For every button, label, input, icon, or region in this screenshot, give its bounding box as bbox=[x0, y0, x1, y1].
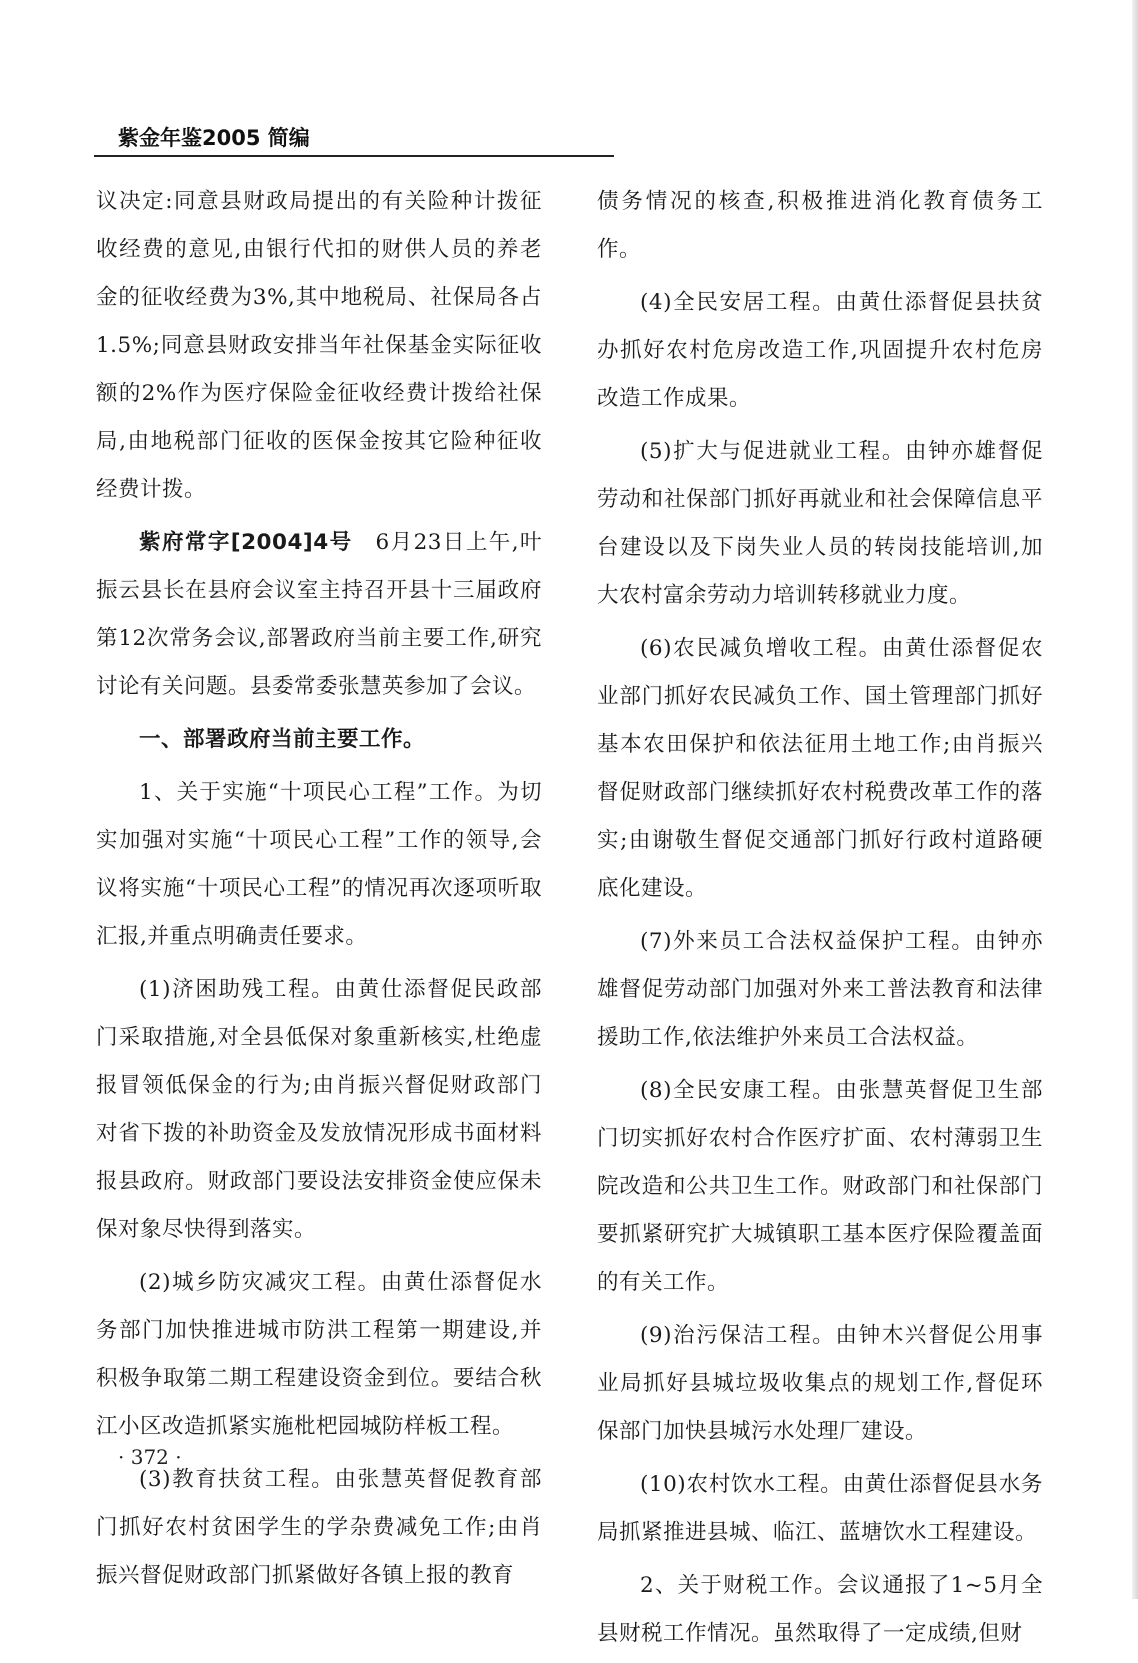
paragraph: 议决定:同意县财政局提出的有关险种计拨征收经费的意见,由银行代扣的财供人员的养老金的征收经费为3%,其中地税局、社保局各占1.5%;同意县财政安排当年社保基金实际征收额的2%作为医疗保险金征收经费计拨给社保局,由地税部门征收的医保金按其它险种征收经费计拨。 bbox=[96, 189, 542, 502]
paragraph: (8)全民安康工程。由张慧英督促卫生部门切实抓好农村合作医疗扩面、农村薄弱卫生院改造和公共卫生工作。财政部门和社保部门要抓紧研究扩大城镇职工基本医疗保险覆盖面的有关工作。 bbox=[597, 1078, 1043, 1295]
header-rule bbox=[94, 155, 614, 157]
paragraph: 债务情况的核查,积极推进消化教育债务工作。 bbox=[597, 189, 1043, 262]
running-header bbox=[112, 118, 612, 158]
header-title: 紫金年鉴2005 简编 bbox=[118, 126, 310, 150]
paragraph: (2)城乡防灾减灾工程。由黄仕添督促水务部门加快推进城市防洪工程第一期建设,并积极争取第二期工程建设资金到位。要结合秋江小区改造抓紧实施枇杷园城防样板工程。 bbox=[96, 1270, 542, 1439]
paragraph: 2、关于财税工作。会议通报了1~5月全县财税工作情况。虽然取得了一定成绩,但财 bbox=[597, 1573, 1043, 1646]
paragraph bbox=[96, 519, 542, 711]
page-edge-shadow bbox=[1132, 0, 1138, 1599]
document-number: 紫府常字[2004]4号 bbox=[139, 530, 353, 555]
paragraph: (9)治污保洁工程。由钟木兴督促公用事业局抓好县城垃圾收集点的规划工作,督促环保部门加快县城污水处理厂建设。 bbox=[597, 1323, 1043, 1444]
paragraph: (5)扩大与促进就业工程。由钟亦雄督促劳动和社保部门抓好再就业和社会保障信息平台建设以及下岗失业人员的转岗技能培训,加大农村富余劳动力培训转移就业力度。 bbox=[597, 439, 1043, 608]
paragraph: (7)外来员工合法权益保护工程。由钟亦雄督促劳动部门加强对外来工普法教育和法律援助工作,依法维护外来员工合法权益。 bbox=[597, 929, 1043, 1050]
section-heading: 一、部署政府当前主要工作。 bbox=[139, 727, 426, 752]
left-column bbox=[96, 178, 542, 1605]
paragraph: (3)教育扶贫工程。由张慧英督促教育部门抓好农村贫困学生的学杂费减免工作;由肖振兴督促财政部门抓紧做好各镇上报的教育 bbox=[96, 1467, 542, 1588]
paragraph: (6)农民减负增收工程。由黄仕添督促农业部门抓好农民减负工作、国土管理部门抓好基本农田保护和依法征用土地工作;由肖振兴督促财政部门继续抓好农村税费改革工作的落实;由谢敬生督促交通部门抓好行政村道路硬底化建设。 bbox=[597, 636, 1043, 901]
paragraph: 1、关于实施“十项民心工程”工作。为切实加强对实施“十项民心工程”工作的领导,会议将实施“十项民心工程”的情况再次逐项听取汇报,并重点明确责任要求。 bbox=[96, 780, 542, 949]
page-number: · 372 · bbox=[118, 1445, 182, 1469]
paragraph: (10)农村饮水工程。由黄仕添督促县水务局抓紧推进县城、临江、蓝塘饮水工程建设。 bbox=[597, 1472, 1043, 1545]
paragraph: (1)济困助残工程。由黄仕添督促民政部门采取措施,对全县低保对象重新核实,杜绝虚报冒领低保金的行为;由肖振兴督促财政部门对省下拨的补助资金及发放情况形成书面材料报县政府。财政部门要设法安排资金使应保未保对象尽快得到落实。 bbox=[96, 977, 542, 1242]
paragraph: (4)全民安居工程。由黄仕添督促县扶贫办抓好农村危房改造工作,巩固提升农村危房改造工作成果。 bbox=[597, 290, 1043, 411]
right-column bbox=[597, 178, 1043, 1663]
paragraph-body: 6月23日上午,叶振云县长在县府会议室主持召开县十三届政府第12次常务会议,部署政府当前主要工作,研究讨论有关问题。县委常委张慧英参加了会议。 bbox=[96, 530, 543, 699]
